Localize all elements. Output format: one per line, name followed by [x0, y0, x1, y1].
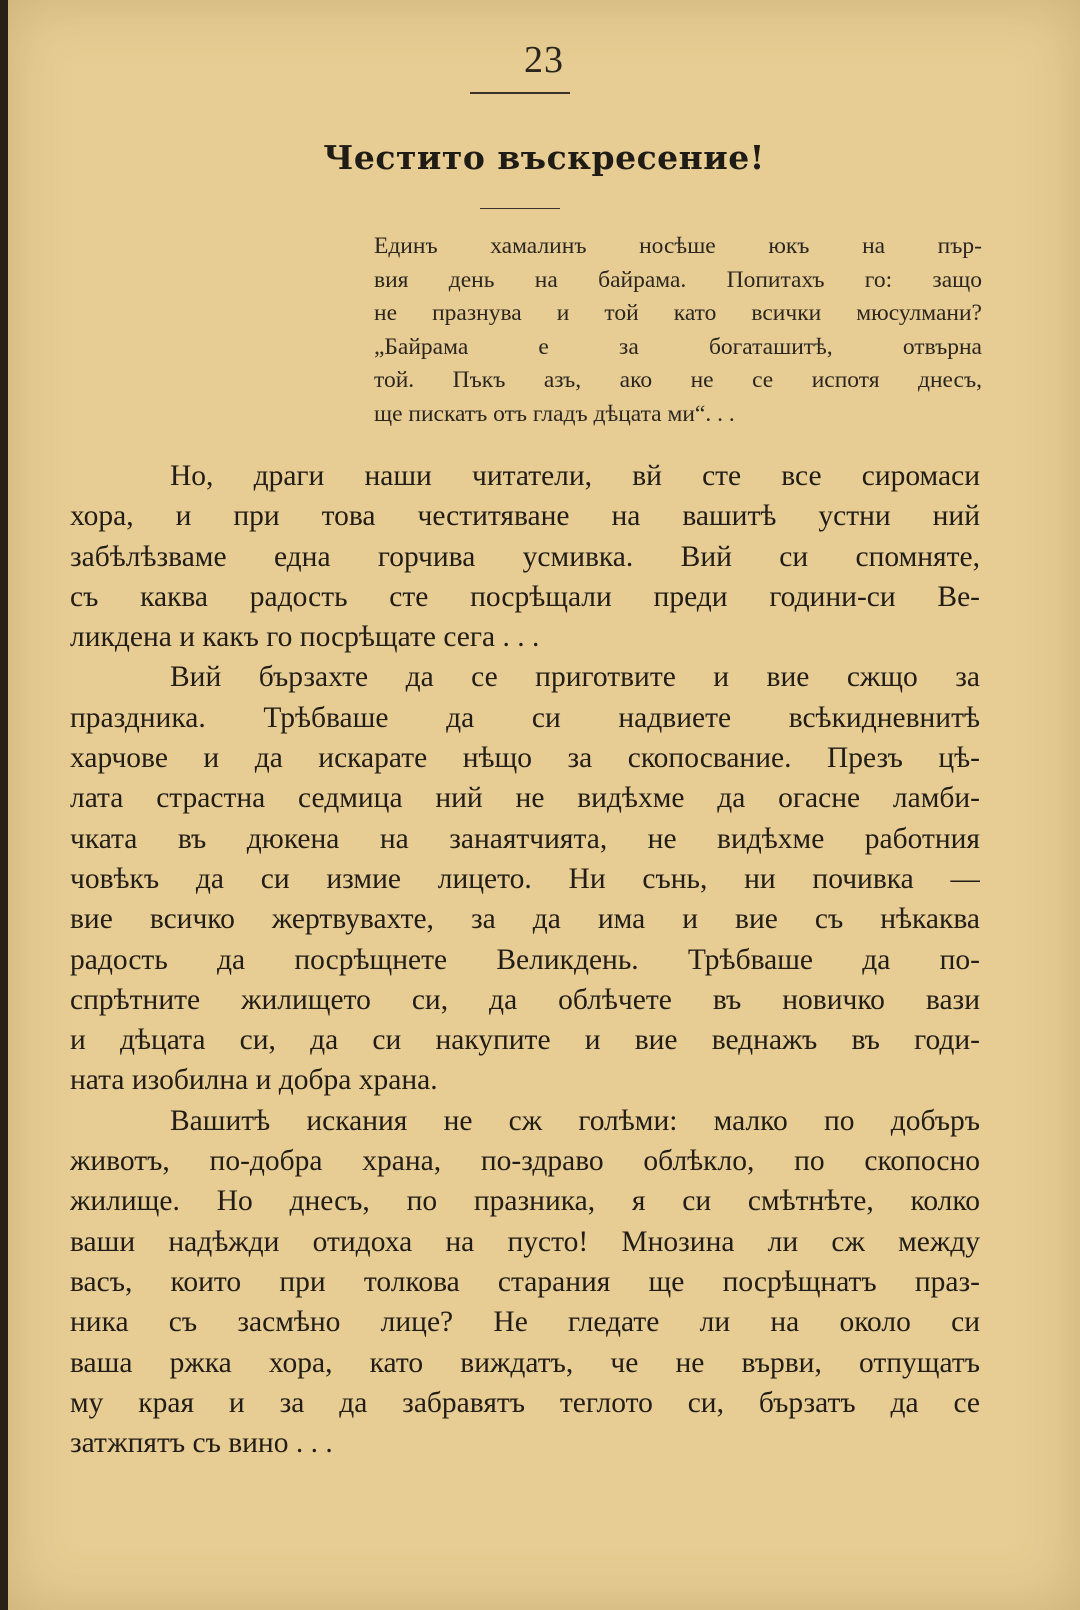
text-line: и дѣцата си, да си накупите и вие веднажъ въ годи- [70, 1024, 980, 1057]
epigraph-line: ще пискатъ отъ гладъ дѣцата ми“. . . [374, 400, 735, 427]
text-line: спрѣтните жилището си, да облѣчете въ новичко вази [70, 983, 980, 1016]
epigraph [374, 230, 982, 431]
text-line: ваши надѣжди отидоха на пусто! Мнозина ли сж между [70, 1225, 980, 1258]
text-line: Вашитѣ искания не сж голѣми: малко по добъръ [170, 1104, 980, 1137]
epigraph-line: той. Пъкъ азъ, ако не се испотя днесъ, [374, 367, 982, 393]
epigraph-line: вия день на байрама. Попитахъ го: защо [374, 266, 982, 293]
text-line: ника съ засмѣно лице? Не гледате ли на около си [70, 1306, 980, 1339]
text-line: васъ, които при толкова старания ще посрѣщнатъ праз- [70, 1265, 980, 1298]
text-line: ликдена и какъ го посрѣщате сега . . . [70, 621, 540, 654]
text-line: хора, и при това честитяване на вашитѣ устни ний [70, 500, 980, 533]
text-line: ната изобилна и добра храна. [70, 1064, 438, 1097]
text-line: радость да посрѣщнете Великдень. Трѣбваше да по- [70, 943, 980, 976]
document-page [8, 0, 1080, 1610]
epigraph-line: не празнува и той като всички мюсулмани? [374, 300, 982, 326]
epigraph-line: Единъ хамалинъ носѣше юкъ на пър- [374, 233, 982, 259]
paragraph-2 [70, 657, 980, 1100]
text-line: харчове и да искарате нѣщо за скопосвание. Презъ цѣ- [70, 742, 980, 775]
paragraph-3 [70, 1101, 980, 1464]
text-line: чката въ дюкена на занаятчията, не видѣхме работния [70, 822, 980, 855]
text-line: затжпятъ съ вино . . . [70, 1427, 333, 1460]
text-line: жилище. Но днесъ, по празника, я си смѣтнѣте, колко [70, 1185, 980, 1218]
text-line: праздника. Трѣбваше да си надвиете всѣкидневнитѣ [70, 701, 980, 734]
text-line: му края и за да забравятъ теглото си, бързатъ да се [70, 1386, 980, 1419]
page-number-underline [470, 92, 570, 94]
text-line: забѣлѣзваме една горчива усмивка. Вий си спомняте, [70, 540, 980, 573]
text-line: лата страстна седмица ний не видѣхме да огасне ламби- [70, 782, 980, 815]
text-line: ваша ржка хора, като виждатъ, че не върви, отпущатъ [70, 1346, 980, 1379]
text-line: животъ, по-добра храна, по-здраво облѣкло, по скопосно [70, 1145, 980, 1178]
text-line: вие всичко жертвувахте, за да има и вие съ нѣкаква [70, 903, 980, 936]
heading-divider [480, 208, 560, 209]
text-line: човѣкъ да си измие лицето. Ни сънь, ни почивка — [70, 862, 980, 895]
text-line: Вий бързахте да се приготвите и вие сжщо за [170, 661, 980, 694]
text-line: съ каква радость сте посрѣщали преди години-си Ве- [70, 580, 980, 613]
text-line: Но, драги наши читатели, вй сте все сиромаси [170, 460, 980, 492]
page-number: 23 [524, 39, 564, 81]
body-text [70, 456, 980, 1463]
paragraph-1 [70, 456, 980, 657]
epigraph-line: „Байрама е за богаташитѣ, отвърна [374, 333, 982, 360]
chapter-heading: Честито въскресение! [323, 138, 765, 177]
